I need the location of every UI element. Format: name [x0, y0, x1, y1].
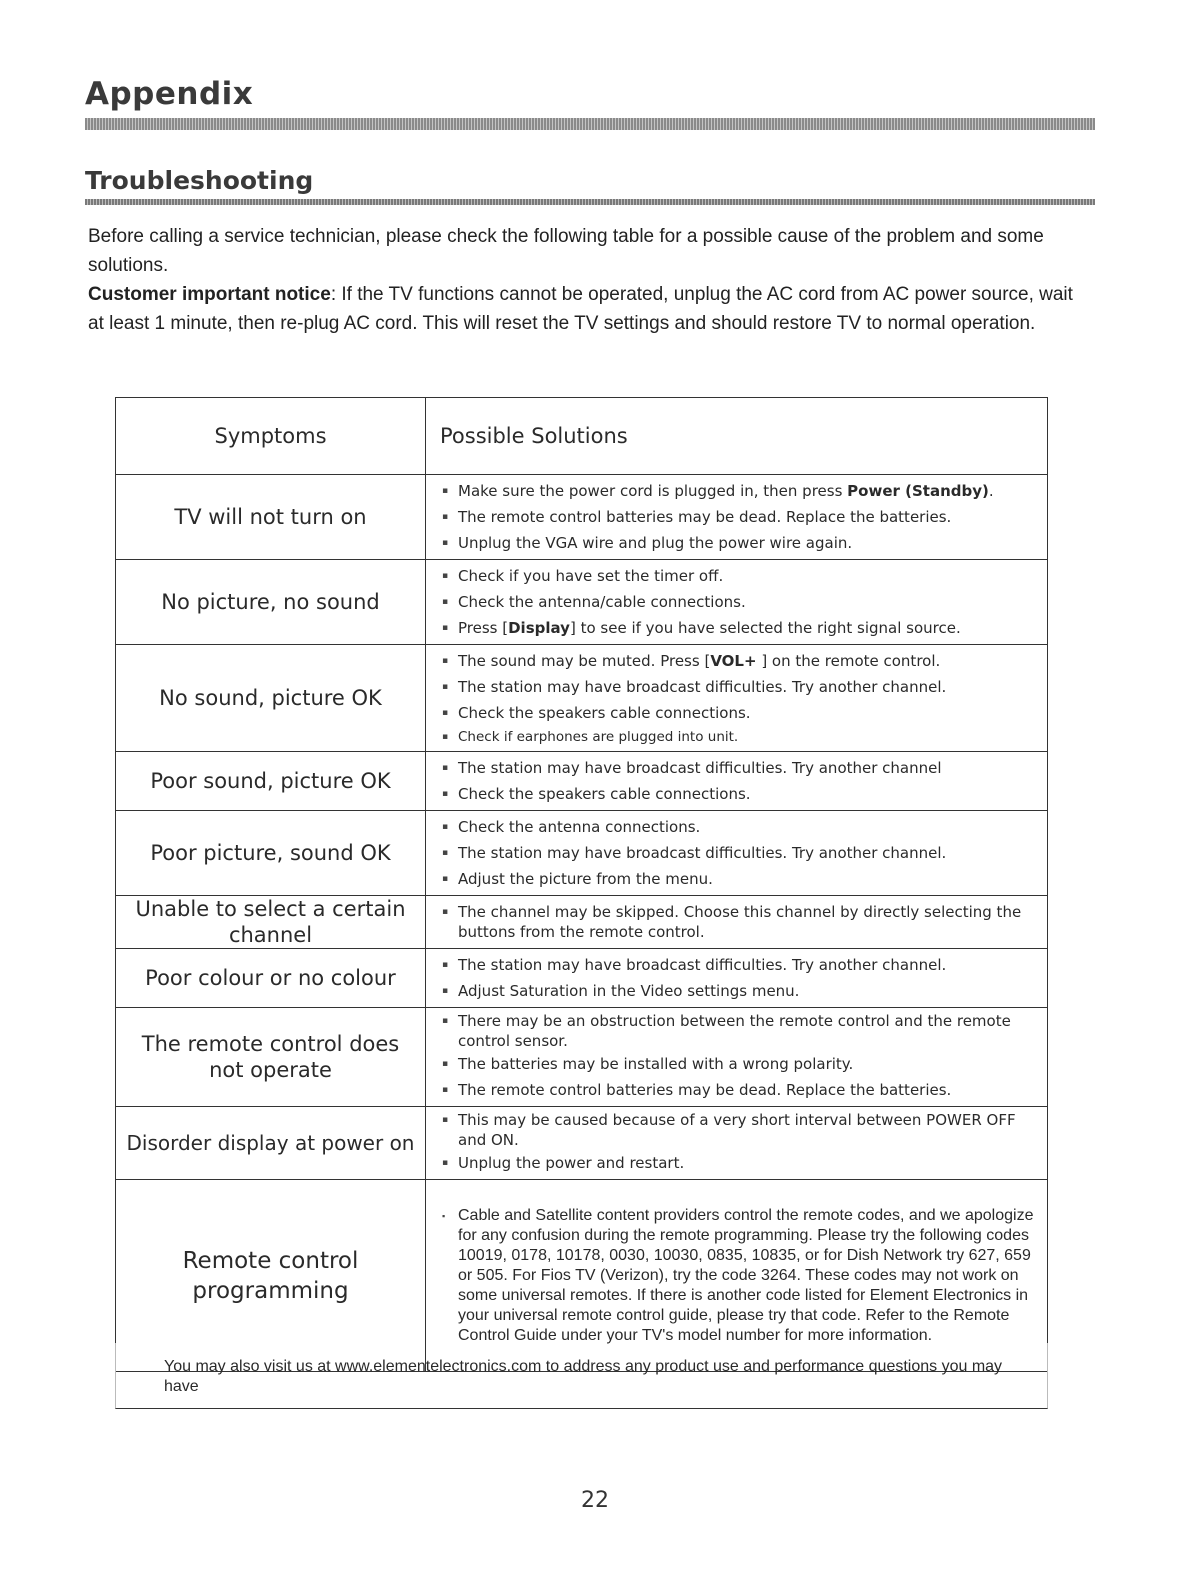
- solution-item: ▪ The station may have broadcast difficulties. Try another channel.: [440, 952, 1041, 978]
- footer-note: [115, 1343, 1048, 1409]
- intro-text: [88, 222, 1088, 338]
- solution-item: ▪ Check the antenna/cable connections.: [440, 589, 1041, 615]
- symptom-cell: Poor colour or no colour: [116, 949, 426, 1008]
- page-number: 22: [581, 1488, 609, 1513]
- troubleshooting-table: [115, 397, 1048, 1372]
- solution-item: ▪ Press [Display] to see if you have selected the right signal source.: [440, 615, 1041, 641]
- notice-label: Customer important notice: [88, 284, 331, 305]
- symptom-cell: The remote control does not operate: [116, 1008, 426, 1107]
- solution-item: ▪ The station may have broadcast difficulties. Try another channel: [440, 755, 1041, 781]
- symptom-cell: Poor picture, sound OK: [116, 811, 426, 896]
- table-row: [116, 896, 1048, 949]
- symptom-cell: Poor sound, picture OK: [116, 752, 426, 811]
- solution-item: ▪ The station may have broadcast difficulties. Try another channel.: [440, 674, 1041, 700]
- solution-item: ▪ The channel may be skipped. Choose this channel by directly selecting the buttons from the remote control.: [440, 902, 1041, 942]
- page-title: Appendix: [85, 76, 254, 112]
- solution-item: ▪ Unplug the power and restart.: [440, 1150, 1041, 1176]
- notice-text: : If the TV functions cannot be operated, unplug the AC cord from AC power source, wait at least 1 minute, then re-plug AC cord. This will reset the TV settings and should restore TV to normal operation.: [88, 284, 1073, 334]
- table-row: [116, 645, 1048, 752]
- solution-item: ▪ Check if earphones are plugged into unit.: [440, 726, 1041, 748]
- symptom-cell: Remote control programming: [116, 1180, 426, 1372]
- symptom-cell: No sound, picture OK: [116, 645, 426, 752]
- solution-item: ▪ The batteries may be installed with a wrong polarity.: [440, 1051, 1041, 1077]
- footer-note-text: You may also visit us at www.elementelectronics.com to address any product use and performance questions you may have: [164, 1358, 1003, 1395]
- table-row: [116, 949, 1048, 1008]
- solution-item: ▪ The sound may be muted. Press [VOL+ ] on the remote control.: [440, 648, 1041, 674]
- section-title: Troubleshooting: [85, 166, 314, 195]
- solution-item: ▪ The station may have broadcast difficulties. Try another channel.: [440, 840, 1041, 866]
- solution-cell: [426, 1008, 1048, 1107]
- solution-item: ▪ The remote control batteries may be dead. Replace the batteries.: [440, 1077, 1041, 1103]
- solution-item: ▪ Check the antenna connections.: [440, 814, 1041, 840]
- solution-item: ▪ Check if you have set the timer off.: [440, 563, 1041, 589]
- title-divider: [85, 118, 1095, 130]
- table-row: [116, 560, 1048, 645]
- solution-item: ▪ Adjust Saturation in the Video settings menu.: [440, 978, 1041, 1004]
- symptom-cell: Unable to select a certain channel: [116, 896, 426, 949]
- table-header-row: [116, 398, 1048, 475]
- symptom-cell: TV will not turn on: [116, 475, 426, 560]
- solution-item: ▪ This may be caused because of a very short interval between POWER OFF and ON.: [440, 1110, 1041, 1150]
- solution-item: ▪ Adjust the picture from the menu.: [440, 866, 1041, 892]
- solution-item: ▪ Check the speakers cable connections.: [440, 781, 1041, 807]
- solution-cell: [426, 475, 1048, 560]
- section-divider: [85, 199, 1095, 205]
- solution-cell: [426, 811, 1048, 896]
- solution-item: ▪ Unplug the VGA wire and plug the power wire again.: [440, 530, 1041, 556]
- header-solutions: Possible Solutions: [426, 398, 1048, 475]
- solution-cell: [426, 896, 1048, 949]
- solution-item: ▪ Check the speakers cable connections.: [440, 700, 1041, 726]
- solution-item: ▪ Cable and Satellite content providers control the remote codes, and we apologize for any confusion during the remote programming. Please try the following codes 10019, 0178, 10178, 0030, 10030, 0835, 10835, or for Dish Network try 627, 659 or 505. For Fios TV (Verizon), try the code 3264. These codes may not work on some universal remotes. If there is another code listed for Element Electronics in your universal remote control guide, please try that code. Refer to the Remote Control Guide under your TV's model number for more information.: [440, 1206, 1041, 1346]
- header-symptoms: Symptoms: [116, 398, 426, 475]
- solution-item: ▪ There may be an obstruction between the remote control and the remote control sensor.: [440, 1011, 1041, 1051]
- symptom-cell: Disorder display at power on: [116, 1107, 426, 1180]
- symptom-cell: No picture, no sound: [116, 560, 426, 645]
- solution-cell: [426, 560, 1048, 645]
- notice-paragraph: [88, 280, 1088, 338]
- intro-paragraph: Before calling a service technician, please check the following table for a possible cause of the problem and some solutions.: [88, 226, 1044, 276]
- table-row: [116, 1107, 1048, 1180]
- table-row: [116, 811, 1048, 896]
- solution-item: ▪ The remote control batteries may be dead. Replace the batteries.: [440, 504, 1041, 530]
- solution-cell: [426, 752, 1048, 811]
- table-row: [116, 475, 1048, 560]
- solution-item: ▪ Make sure the power cord is plugged in, then press Power (Standby).: [440, 478, 1041, 504]
- solution-cell: [426, 1107, 1048, 1180]
- table-row: [116, 752, 1048, 811]
- solution-cell: [426, 645, 1048, 752]
- solution-cell: [426, 949, 1048, 1008]
- table-row: [116, 1008, 1048, 1107]
